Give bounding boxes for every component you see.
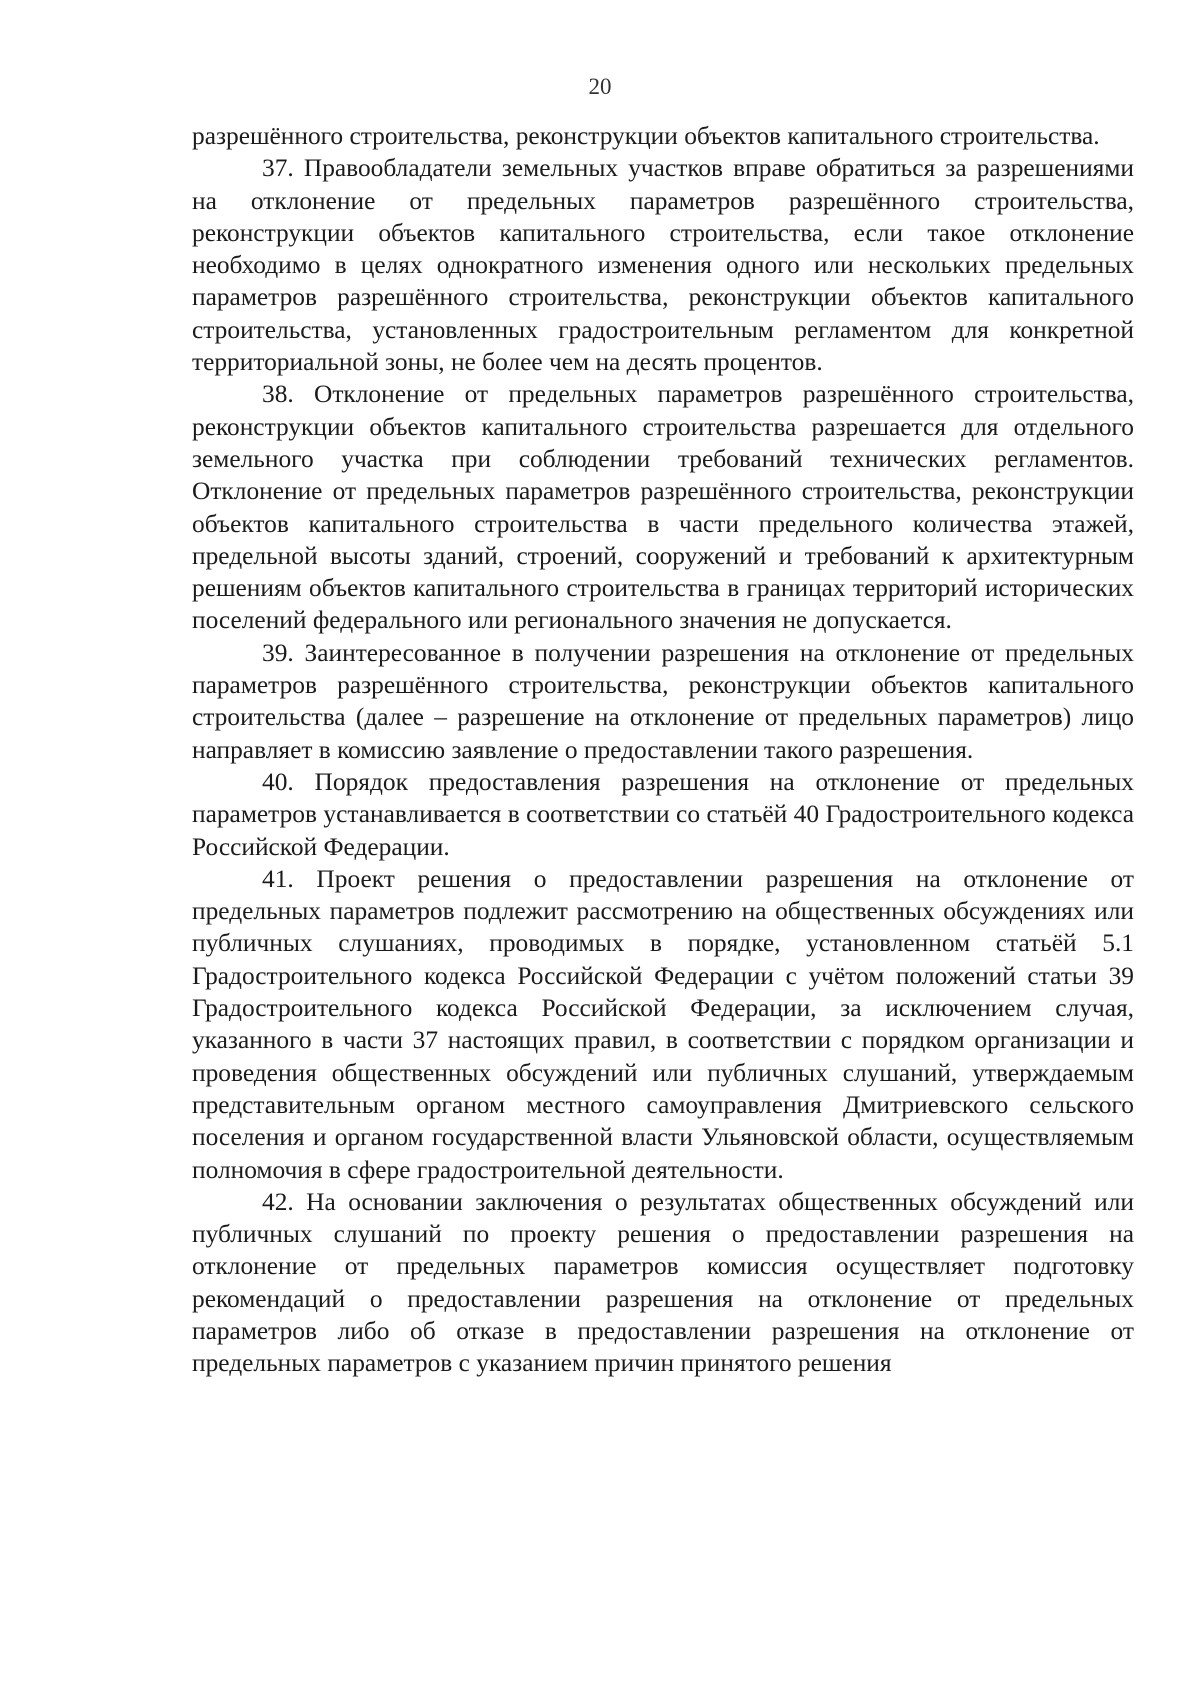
paragraph-number: 39. <box>262 638 294 667</box>
paragraph-text: Правообладатели земельных участков вправе обратиться за разрешениями на отклонение от предельных параметров разрешённого строительства, реконструкции объектов капитального строительства, если такое отклонение необходимо в целях однократного изменения одного или нескольких предельных параметров разрешённого строительства, реконструкции объектов капитального строительства, установленных градостроительным регламентом для конкретной территориальной зоны, не более чем на десять процентов. <box>192 154 1134 377</box>
paragraph-38 <box>192 378 1134 636</box>
paragraph-41 <box>192 863 1134 1186</box>
paragraph-text: Порядок предоставления разрешения на отклонение от предельных параметров устанавливается в соответствии со статьёй 40 Градостроительного кодекса Российской Федерации. <box>192 767 1134 861</box>
page-number: 20 <box>588 74 612 99</box>
paragraph-text: На основании заключения о результатах общественных обсуждений или публичных слушаний по проекту решения о предоставлении разрешения на отклонение от предельных параметров комиссия осуществляет подготовку рекомендаций о предоставлении разрешения на отклонение от предельных параметров либо об отказе в предоставлении разрешения на отклонение от предельных параметров с указанием причин принятого решения <box>192 1187 1134 1378</box>
paragraph-text: Отклонение от предельных параметров разрешённого строительства, реконструкции объектов капитального строительства разрешается для отдельного земельного участка при соблюдении требований технических регламентов. Отклонение от предельных параметров разрешённого строительства, реконструкции объектов капитального строительства в части предельного количества этажей, предельной высоты зданий, строений, сооружений и требований к архитектурным решениям объектов капитального строительства в границах территорий исторических поселений федерального или регионального значения не допускается. <box>192 380 1134 635</box>
paragraph-37 <box>192 152 1134 378</box>
paragraph-42 <box>192 1186 1134 1380</box>
paragraph-number: 38. <box>262 380 294 409</box>
paragraph-39 <box>192 637 1134 766</box>
paragraph-40 <box>192 766 1134 863</box>
paragraph-text: разрешённого строительства, реконструкции объектов капитального строительства. <box>192 122 1100 150</box>
paragraph-number: 41. <box>262 864 294 893</box>
paragraph-text: Заинтересованное в получении разрешения на отклонение от предельных параметров разрешённого строительства, реконструкции объектов капитального строительства (далее – разрешение на отклонение от предельных параметров) лицо направляет в комиссию заявление о предоставлении такого разрешения. <box>192 638 1134 764</box>
paragraph-number: 42. <box>262 1187 294 1216</box>
paragraph-number: 40. <box>262 767 294 796</box>
paragraph-text: Проект решения о предоставлении разрешения на отклонение от предельных параметров подлежит рассмотрению на общественных обсуждениях или публичных слушаниях, проводимых в порядке, установленном статьёй 5.1 Градостроительного кодекса Российской Федерации с учётом положений статьи 39 Градостроительного кодекса Российской Федерации, за исключением случая, указанного в части 37 настоящих правил, в соответствии с порядком организации и проведения общественных обсуждений или публичных слушаний, утверждаемым представительным органом местного самоуправления Дмитриевского сельского поселения и органом государственной власти Ульяновской области, осуществляемым полномочия в сфере градостроительной деятельности. <box>192 864 1134 1184</box>
document-body <box>192 120 1134 1380</box>
paragraph-continued <box>192 120 1134 152</box>
paragraph-number: 37. <box>262 154 294 183</box>
